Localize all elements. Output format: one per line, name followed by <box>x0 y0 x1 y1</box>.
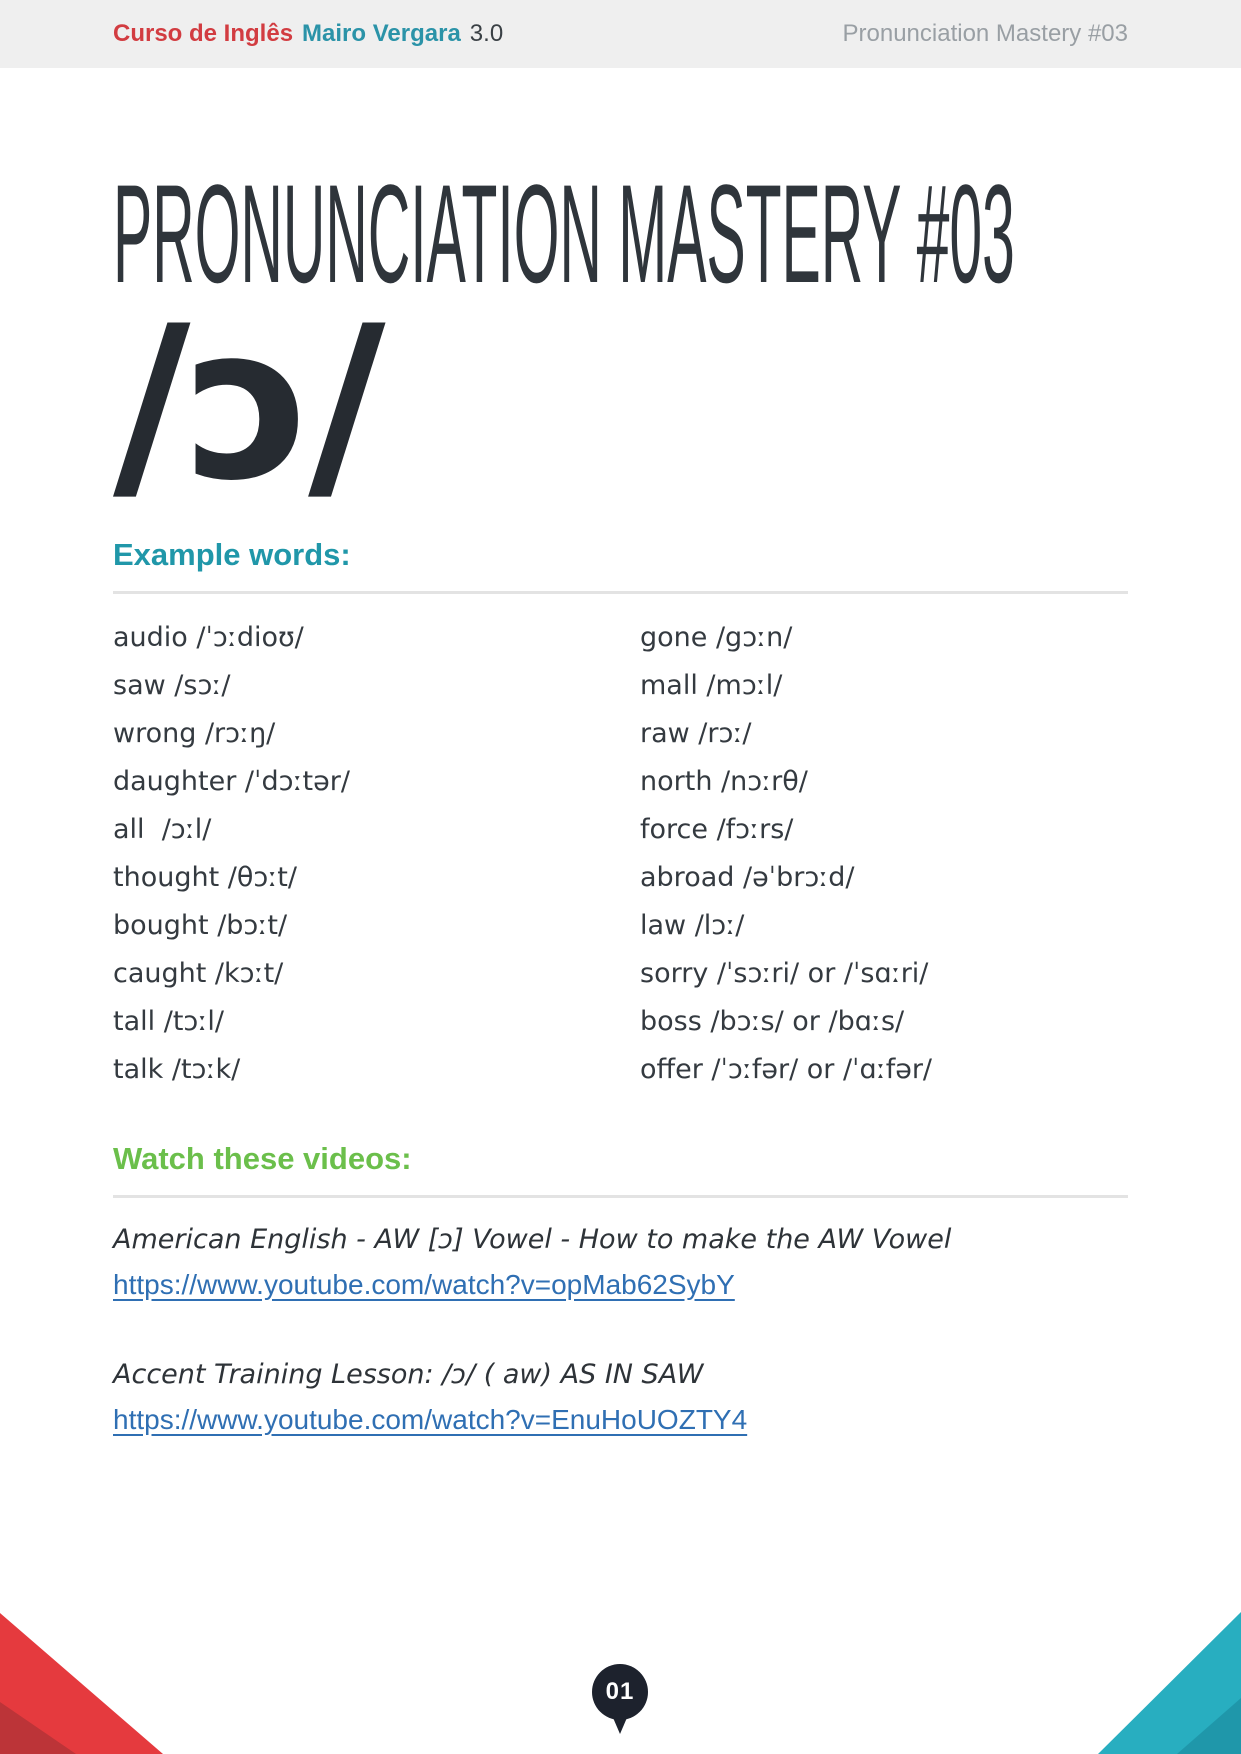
word-item: wrong /rɔːŋ/ <box>113 717 276 749</box>
video-entry <box>113 1357 1128 1436</box>
example-words-heading: Example words: <box>113 537 351 572</box>
word-item: thought /θɔːt/ <box>113 861 297 893</box>
word-item: mall /mɔːl/ <box>640 669 783 701</box>
word-item: force /fɔːrs/ <box>640 813 794 845</box>
word-item: abroad /əˈbrɔːd/ <box>640 861 855 893</box>
word-item: bought /bɔːt/ <box>113 909 288 941</box>
page-number: 01 <box>605 1678 635 1705</box>
brand-author-name: Mairo Vergara <box>302 20 461 47</box>
word-item: offer /ˈɔːfər/ or /ˈɑːfər/ <box>640 1053 933 1085</box>
header-lesson-title: Pronunciation Mastery #03 <box>842 20 1128 47</box>
video-link[interactable]: https://www.youtube.com/watch?v=EnuHoUOZTY4 <box>113 1403 748 1435</box>
word-item: gone /gɔːn/ <box>640 621 793 653</box>
word-item: talk /tɔːk/ <box>113 1053 241 1085</box>
word-item: daughter /ˈdɔːtər/ <box>113 765 350 797</box>
example-words-column-right <box>640 614 1128 1094</box>
example-words-list <box>113 614 1128 1094</box>
word-item: north /nɔːrθ/ <box>640 765 808 797</box>
page-content <box>0 155 1241 1436</box>
word-item: caught /kɔːt/ <box>113 957 284 989</box>
video-entry <box>113 1222 1128 1301</box>
word-item: all /ɔːl/ <box>113 813 212 845</box>
word-item: boss /bɔːs/ or /bɑːs/ <box>640 1005 905 1037</box>
course-brand <box>113 20 503 48</box>
divider <box>113 591 1128 594</box>
page-header <box>0 0 1241 68</box>
video-title: Accent Training Lesson: /ɔ/ ( aw) AS IN SAW <box>113 1358 704 1390</box>
brand-version: 3.0 <box>469 20 504 47</box>
word-item: saw /sɔː/ <box>113 669 231 701</box>
word-item: tall /tɔːl/ <box>113 1005 224 1037</box>
word-item: sorry /ˈsɔːri/ or /ˈsɑːri/ <box>640 957 929 989</box>
divider <box>113 1195 1128 1198</box>
phoneme-symbol: /ɔ/ <box>113 280 382 527</box>
video-link[interactable]: https://www.youtube.com/watch?v=opMab62SybY <box>113 1268 735 1300</box>
word-item: law /lɔː/ <box>640 909 745 941</box>
example-words-column-left <box>113 614 640 1094</box>
brand-course-name: Curso de Inglês <box>113 20 294 47</box>
word-item: audio /ˈɔːdioʊ/ <box>113 621 304 653</box>
video-title: American English - AW [ɔ] Vowel - How to make the AW Vowel <box>113 1223 952 1255</box>
word-item: raw /rɔː/ <box>640 717 752 749</box>
page-title: PRONUNCIATION MASTERY #03 <box>113 155 1015 312</box>
videos-heading: Watch these videos: <box>113 1140 412 1176</box>
page-number-pin <box>592 1664 648 1720</box>
